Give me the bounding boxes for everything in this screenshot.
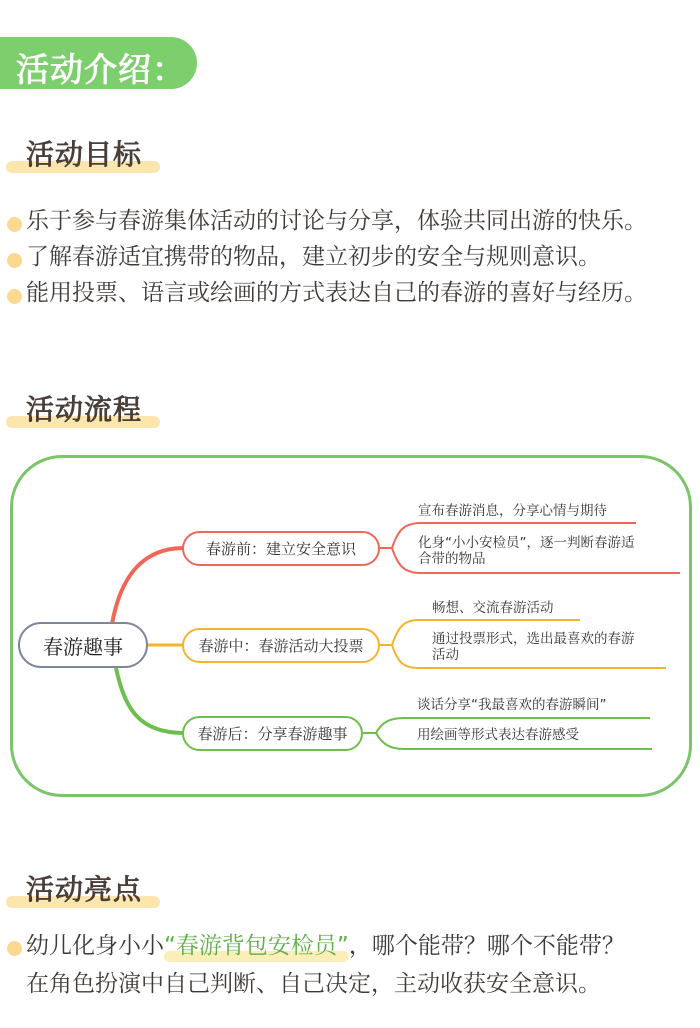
highlight-post: ，哪个能带？哪个不能带？ <box>348 933 625 959</box>
goals-title-text: 活动目标 <box>26 138 143 171</box>
branch-label: 春游前：建立安全意识 <box>205 540 356 558</box>
highlights-title-text: 活动亮点 <box>26 873 143 906</box>
root-label: 春游趣事 <box>43 634 123 659</box>
mindmap-leaf <box>418 535 635 567</box>
leaf-line: 活动 <box>432 647 459 663</box>
mindmap-leaf: 用绘画等形式表达春游感受 <box>417 727 579 743</box>
mindmap-leaf: 谈话分享“我最喜欢的春游瞬间” <box>417 697 607 713</box>
highlight-text: 在角色扮演中自己判断、自己决定，主动收获安全意识。 <box>26 971 601 997</box>
mindmap-leaf <box>432 631 635 663</box>
highlights-section-title <box>6 868 160 908</box>
bullet-dot-icon <box>7 941 22 956</box>
mindmap-branch-during <box>182 628 380 663</box>
highlight-emphasis: “春游背包安检员” <box>164 928 349 964</box>
leaf-line: 化身“小小安检员”，逐一判断春游适 <box>418 535 635 551</box>
highlight-pre: 幼儿化身小小 <box>26 933 164 959</box>
process-title-text: 活动流程 <box>26 393 143 426</box>
mindmap-branch-before <box>182 531 380 566</box>
goal-text: 乐于参与春游集体活动的讨论与分享，体验共同出游的快乐。 <box>26 208 647 234</box>
mindmap-branch-after <box>182 716 363 751</box>
highlights-body <box>6 928 700 1004</box>
branch-label: 春游中：春游活动大投票 <box>198 637 364 655</box>
branch-label: 春游后：分享春游趣事 <box>197 725 348 743</box>
highlight-line <box>6 966 700 1004</box>
mindmap-leaf: 宣布春游消息，分享心情与期待 <box>418 503 607 519</box>
mindmap-root-node <box>18 622 148 668</box>
mindmap-leaf: 畅想、交流春游活动 <box>432 600 554 616</box>
leaf-line: 通过投票形式，选出最喜欢的春游 <box>432 631 635 647</box>
goal-text: 了解春游适宜携带的物品，建立初步的安全与规则意识。 <box>26 244 601 270</box>
goal-text: 能用投票、语言或绘画的方式表达自己的春游的喜好与经历。 <box>26 280 647 306</box>
leaf-line: 合带的物品 <box>418 551 486 567</box>
intro-label: 活动介绍： <box>16 50 186 89</box>
highlight-line <box>6 928 700 966</box>
